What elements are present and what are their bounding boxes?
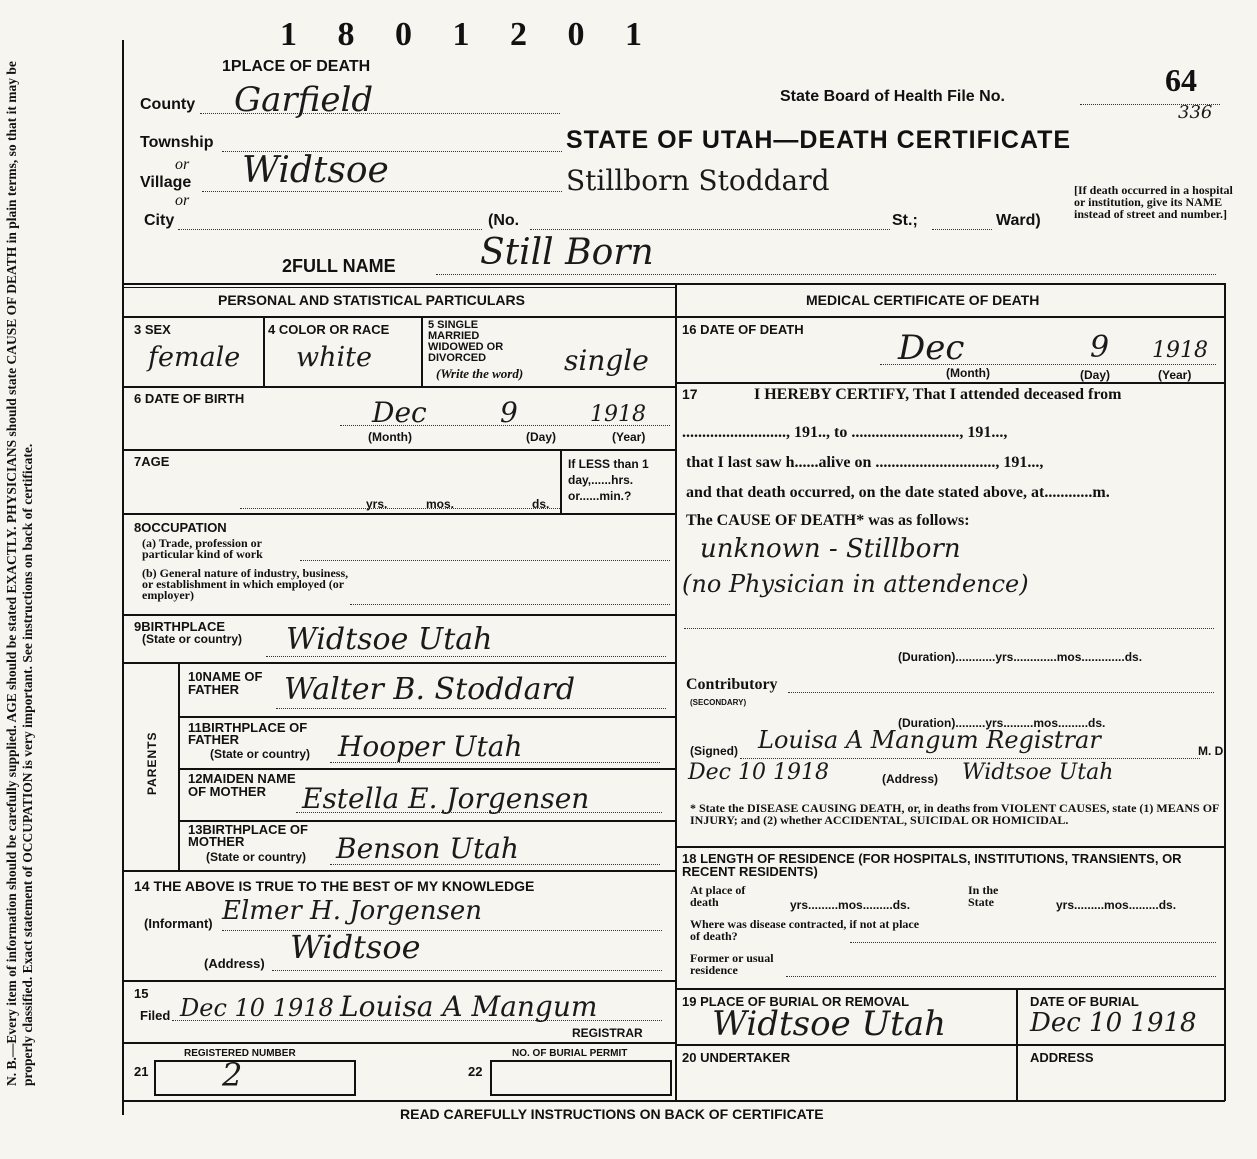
place-of-death-label: 1PLACE OF DEATH bbox=[222, 58, 371, 75]
board-file-label: State Board of Health File No. bbox=[780, 88, 1005, 105]
file-number: 64 bbox=[1165, 62, 1197, 98]
certify-text: I HEREBY CERTIFY, That I attended deceased from bbox=[754, 386, 1122, 403]
father-birthplace-label: 11BIRTHPLACE OF FATHER bbox=[188, 720, 308, 747]
age-ds: ds. bbox=[532, 497, 550, 511]
county-value: Garfield bbox=[234, 80, 374, 120]
age-label: 7AGE bbox=[134, 454, 170, 469]
sex-label: 3 SEX bbox=[134, 322, 171, 337]
registrar-signature: Louisa A Mangum bbox=[340, 990, 598, 1023]
dob-year: 1918 bbox=[590, 402, 646, 427]
cert-number: 1 8 0 1 2 0 1 bbox=[280, 16, 658, 53]
dob-day: 9 bbox=[500, 396, 518, 429]
frame-rule-top bbox=[122, 283, 1225, 285]
frame-right bbox=[1224, 283, 1226, 1101]
contributory-label: Contributory bbox=[686, 676, 778, 693]
duration-line-2: (Duration).........yrs.........mos.........ds. bbox=[898, 716, 1106, 730]
burial-value: Widtsoe Utah bbox=[712, 1004, 946, 1044]
file-number-2: 336 bbox=[1178, 102, 1213, 123]
certify-line-2: .........................., 191.., to ..........................., 191..., bbox=[682, 424, 1008, 441]
dob-month-caption: (Month) bbox=[368, 430, 412, 444]
certificate-title: STATE OF UTAH—DEATH CERTIFICATE bbox=[566, 126, 1072, 154]
dod-year: 1918 bbox=[1152, 338, 1208, 363]
city-label: City bbox=[144, 212, 175, 229]
signed-date: Dec 10 1918 bbox=[688, 760, 829, 785]
registrar-label: REGISTRAR bbox=[572, 1026, 643, 1040]
street-no-label: (No. bbox=[488, 212, 520, 229]
hospital-note: [If death occurred in a hospital or institution, give its NAME instead of street and number.] bbox=[1074, 183, 1233, 221]
street-label: St.; bbox=[892, 212, 918, 229]
mother-birthplace-value: Benson Utah bbox=[336, 832, 519, 865]
undertaker-label: 20 UNDERTAKER bbox=[682, 1050, 791, 1065]
marital-write: (Write the word) bbox=[436, 366, 524, 381]
contracted-label: Where was disease contracted, if not at place of death? bbox=[690, 917, 920, 943]
date-burial-label: DATE OF BURIAL bbox=[1030, 994, 1139, 1009]
dod-day: 9 bbox=[1090, 330, 1110, 365]
reg-number-label: REGISTERED NUMBER bbox=[184, 1048, 296, 1059]
signed-value: Louisa A Mangum Registrar bbox=[758, 726, 1101, 754]
personal-heading: PERSONAL AND STATISTICAL PARTICULARS bbox=[218, 292, 525, 308]
ward-label: Ward) bbox=[996, 212, 1041, 229]
mother-birthplace-label: 13BIRTHPLACE OF MOTHER bbox=[188, 822, 308, 849]
village-value: Widtsoe bbox=[242, 150, 389, 191]
name-annotation: Stillborn Stoddard bbox=[566, 164, 830, 197]
cause-label: The CAUSE OF DEATH* was as follows: bbox=[686, 512, 970, 529]
or-label-2: or bbox=[175, 192, 190, 209]
sex-value: female bbox=[148, 342, 241, 373]
full-name-label: 2FULL NAME bbox=[282, 256, 396, 276]
dod-label: 16 DATE OF DEATH bbox=[682, 322, 804, 337]
burial-permit-box bbox=[490, 1060, 672, 1096]
age-mos: mos. bbox=[426, 497, 455, 511]
burial-label: 19 PLACE OF BURIAL OR REMOVAL bbox=[682, 994, 910, 1009]
birthplace-label: 9BIRTHPLACE bbox=[134, 619, 226, 634]
occupation-a: (a) Trade, profession or particular kind of work bbox=[142, 536, 263, 561]
mother-value: Estella E. Jorgensen bbox=[302, 782, 590, 815]
or-label-1: or bbox=[175, 156, 190, 173]
village-label: Village bbox=[140, 174, 192, 191]
informant-value: Elmer H. Jorgensen bbox=[222, 896, 482, 926]
knowledge-label: 14 THE ABOVE IS TRUE TO THE BEST OF MY KNOWLEDGE bbox=[134, 878, 535, 894]
date-burial-value: Dec 10 1918 bbox=[1030, 1008, 1197, 1038]
father-birthplace-sub: (State or country) bbox=[210, 747, 311, 761]
marital-value: single bbox=[564, 344, 649, 377]
dod-day-caption: (Day) bbox=[1080, 368, 1111, 382]
at-place-label: At place of death bbox=[690, 883, 746, 909]
burial-permit-label: NO. OF BURIAL PERMIT bbox=[512, 1048, 628, 1059]
filed-label: Filed bbox=[140, 1008, 171, 1023]
birthplace-value: Widtsoe Utah bbox=[286, 622, 493, 657]
duration-line-1: (Duration)............yrs.............mos.............ds. bbox=[898, 650, 1143, 664]
signed-address-label: (Address) bbox=[882, 772, 939, 786]
dob-month: Dec bbox=[372, 396, 427, 429]
reg-number-box bbox=[154, 1060, 356, 1096]
dob-label: 6 DATE OF BIRTH bbox=[134, 391, 245, 406]
cause-footnote: * State the DISEASE CAUSING DEATH, or, in deaths from VIOLENT CAUSES, state (1) MEANS OF INJURY; and (2) whether ACCIDENTAL, SUICIDAL OR HOMICIDAL. bbox=[690, 801, 1219, 827]
color-label: 4 COLOR OR RACE bbox=[268, 322, 390, 337]
county-label: County bbox=[140, 96, 196, 113]
occupation-label: 8OCCUPATION bbox=[134, 520, 227, 535]
father-label: 10NAME OF FATHER bbox=[188, 669, 263, 697]
dob-year-caption: (Year) bbox=[612, 430, 646, 444]
frame-bottom bbox=[122, 1100, 1225, 1102]
cause-value-1: unknown - Stillborn bbox=[700, 534, 961, 564]
father-birthplace-value: Hooper Utah bbox=[338, 730, 523, 763]
secondary-label: (SECONDARY) bbox=[690, 698, 747, 707]
footer-instructions: READ CAREFULLY INSTRUCTIONS ON BACK OF CERTIFICATE bbox=[400, 1106, 824, 1122]
in-state-units: yrs.........mos.........ds. bbox=[1056, 898, 1177, 912]
former-residence-label: Former or usual residence bbox=[690, 951, 774, 977]
birthplace-sub: (State or country) bbox=[142, 632, 243, 646]
dod-month-caption: (Month) bbox=[946, 366, 990, 380]
in-state-label: In the State bbox=[968, 883, 999, 909]
signed-suffix: M. D. bbox=[1198, 744, 1227, 758]
frame-left bbox=[122, 40, 124, 1115]
signed-address-value: Widtsoe Utah bbox=[962, 760, 1114, 785]
side-note: N. B.—Every item of information should be carefully supplied. AGE should be stated EXACTLY. PHYSICIANS should state CAUSE OF DEATH in plain terms, so that it may be properly classified. Exact statement of OCCUPATION is very important. See instructions on back of certificate. bbox=[4, 61, 35, 1086]
cause-value-2: (no Physician in attendence) bbox=[682, 570, 1029, 598]
informant-address-value: Widtsoe bbox=[290, 928, 421, 966]
marital-label: 5 SINGLE MARRIED WIDOWED OR DIVORCED bbox=[428, 319, 504, 364]
age-if-less: If LESS than 1 day,......hrs. or......min.? bbox=[568, 457, 649, 503]
dod-month: Dec bbox=[898, 328, 965, 368]
informant-address-label: (Address) bbox=[204, 956, 265, 971]
reg-number-value: 2 bbox=[222, 1056, 243, 1094]
residence-label: 18 LENGTH OF RESIDENCE (FOR HOSPITALS, INSTITUTIONS, TRANSIENTS, OR RECENT RESIDENTS) bbox=[682, 851, 1182, 879]
color-value: white bbox=[296, 342, 372, 373]
informant-label: (Informant) bbox=[144, 916, 213, 931]
reg-number-prefix: 21 bbox=[134, 1064, 149, 1079]
medical-heading: MEDICAL CERTIFICATE OF DEATH bbox=[806, 292, 1040, 308]
burial-permit-prefix: 22 bbox=[468, 1064, 483, 1079]
age-yrs: yrs. bbox=[366, 497, 388, 511]
dob-day-caption: (Day) bbox=[526, 430, 557, 444]
certify-number: 17 bbox=[682, 386, 698, 402]
filed-value: Dec 10 1918 bbox=[180, 994, 334, 1022]
frame-middle bbox=[675, 283, 677, 1101]
signed-label: (Signed) bbox=[690, 744, 738, 758]
dod-year-caption: (Year) bbox=[1158, 368, 1192, 382]
undertaker-address-label: ADDRESS bbox=[1030, 1050, 1094, 1065]
father-value: Walter B. Stoddard bbox=[284, 672, 576, 707]
full-name-value: Still Born bbox=[480, 232, 654, 273]
certify-line-3: that I last saw h......alive on .............................., 191..., bbox=[686, 454, 1044, 471]
at-place-units: yrs.........mos.........ds. bbox=[790, 898, 911, 912]
certify-line-4: and that death occurred, on the date stated above, at............m. bbox=[686, 484, 1110, 501]
township-label: Township bbox=[140, 134, 214, 151]
occupation-b: (b) General nature of industry, business, or establishment in which employed (or employer) bbox=[142, 566, 349, 602]
mother-label: 12MAIDEN NAME OF MOTHER bbox=[188, 771, 296, 799]
parents-label: PARENTS bbox=[145, 731, 159, 795]
filed-number: 15 bbox=[134, 986, 149, 1001]
mother-birthplace-sub: (State or country) bbox=[206, 850, 307, 864]
